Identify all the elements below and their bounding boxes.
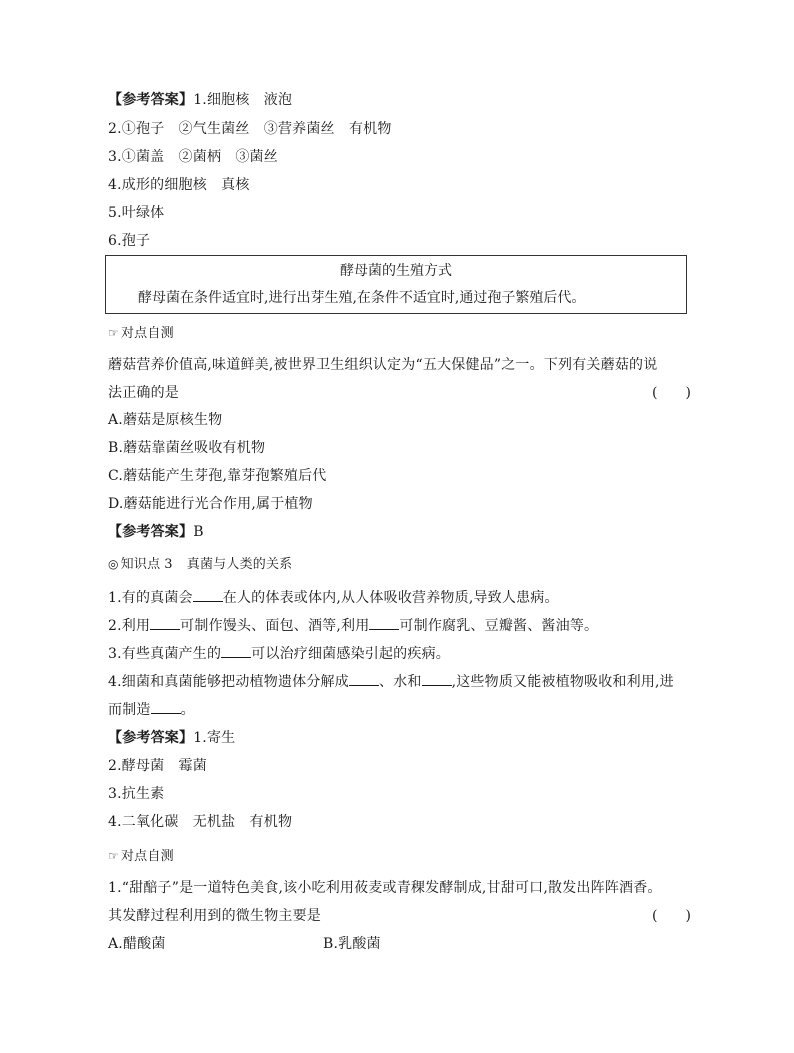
question-text: 可以治疗细菌感染引起的疾病。	[251, 646, 450, 662]
question-text: 2.利用	[108, 618, 151, 634]
option-b: B.蘑菇靠菌丝吸收有机物	[108, 440, 266, 456]
answer-blank[interactable]	[369, 617, 399, 630]
knowledge-point-title: 真菌与人类的关系	[186, 557, 293, 572]
option-d: D.蘑菇能进行光合作用,属于植物	[108, 496, 313, 512]
question-text: 可制作腐乳、豆瓣酱、酱油等。	[399, 618, 599, 634]
knowledge-point-number: 3	[164, 557, 173, 572]
answer-label: 【参考答案】	[108, 524, 194, 540]
answer-line-2: 2.酵母菌 霉菌	[108, 758, 207, 774]
answer-line-4: 4.成形的细胞核 真核	[108, 177, 250, 193]
answer-line	[108, 523, 204, 541]
answer-line-5: 5.叶绿体	[108, 205, 165, 221]
question-text: 1.有的真菌会	[108, 590, 193, 606]
self-test-label: 对点自测	[120, 326, 174, 341]
question-line: 蘑菇营养价值高,味道鲜美,被世界卫生组织认定为“五大保健品”之一。下列有关蘑菇的说	[108, 357, 658, 373]
fill-blank-question-2	[108, 617, 598, 635]
answer-blank[interactable]	[422, 673, 452, 686]
question-text: 可制作馒头、面包、酒等,利用	[180, 618, 370, 634]
option-a: A.醋酸菌	[108, 936, 166, 952]
question-line: 其发酵过程利用到的微生物主要是	[108, 908, 321, 924]
fill-blank-question-4	[108, 673, 674, 691]
option-c: C.蘑菇能产生芽孢,靠芽孢繁殖后代	[108, 468, 327, 484]
info-box	[105, 255, 687, 314]
answer-text: 1.细胞核 液泡	[193, 92, 293, 108]
answer-line-4: 4.二氧化碳 无机盐 有机物	[108, 814, 293, 830]
target-circle-icon: ◎	[108, 557, 119, 571]
knowledge-point-heading	[108, 555, 292, 574]
fill-blank-question-4-cont	[108, 701, 195, 719]
knowledge-point-label: 知识点	[120, 557, 161, 572]
answer-label: 【参考答案】	[108, 730, 194, 746]
question-line: 法正确的是	[108, 385, 179, 401]
question-text: 3.有些真菌产生的	[108, 646, 222, 662]
answer-parentheses: ( )	[652, 908, 691, 924]
info-box-title: 酵母菌的生殖方式	[340, 263, 452, 279]
answer-line-1	[108, 91, 292, 109]
answer-blank[interactable]	[193, 589, 223, 602]
pointing-hand-icon: ☞	[108, 326, 119, 340]
answer-blank[interactable]	[150, 617, 180, 630]
answer-line-1	[108, 729, 235, 747]
question-text: 4.细菌和真菌能够把动植物遗体分解成	[108, 674, 349, 690]
self-test-label: 对点自测	[120, 849, 174, 864]
fill-blank-question-3	[108, 645, 450, 663]
answer-parentheses: ( )	[652, 385, 691, 401]
answer-line-6: 6.孢子	[108, 233, 151, 249]
answer-text: 1.寄生	[193, 730, 236, 746]
answer-line-2: 2.①孢子 ②气生菌丝 ③营养菌丝 有机物	[108, 121, 392, 137]
info-box-text: 酵母菌在条件适宜时,进行出芽生殖,在条件不适宜时,通过孢子繁殖后代。	[138, 290, 586, 306]
answer-line-3: 3.①菌盖 ②菌柄 ③菌丝	[108, 149, 278, 165]
question-text: 而制造	[108, 702, 151, 718]
answer-blank[interactable]	[151, 701, 181, 714]
answer-label: 【参考答案】	[108, 92, 194, 108]
fill-blank-question-1	[108, 589, 559, 607]
question-text: 、水和	[378, 674, 422, 690]
self-test-heading	[108, 847, 174, 866]
option-a: A.蘑菇是原核生物	[108, 412, 223, 428]
self-test-heading	[108, 324, 174, 343]
question-line: 1.“甜醅子”是一道特色美食,该小吃利用莜麦或青稞发酵制成,甘甜可口,散发出阵阵酒香。	[108, 880, 662, 896]
answer-blank[interactable]	[349, 673, 379, 686]
question-text: 在人的体表或体内,从人体吸收营养物质,导致人患病。	[222, 590, 559, 606]
answer-line-3: 3.抗生素	[108, 786, 165, 802]
answer-text: B	[193, 524, 204, 540]
question-text: 。	[180, 702, 195, 718]
option-b: B.乳酸菌	[323, 936, 381, 952]
question-text: ,这些物质又能被植物吸收和利用,进	[451, 674, 674, 690]
pointing-hand-icon: ☞	[108, 849, 119, 863]
answer-blank[interactable]	[221, 645, 251, 658]
